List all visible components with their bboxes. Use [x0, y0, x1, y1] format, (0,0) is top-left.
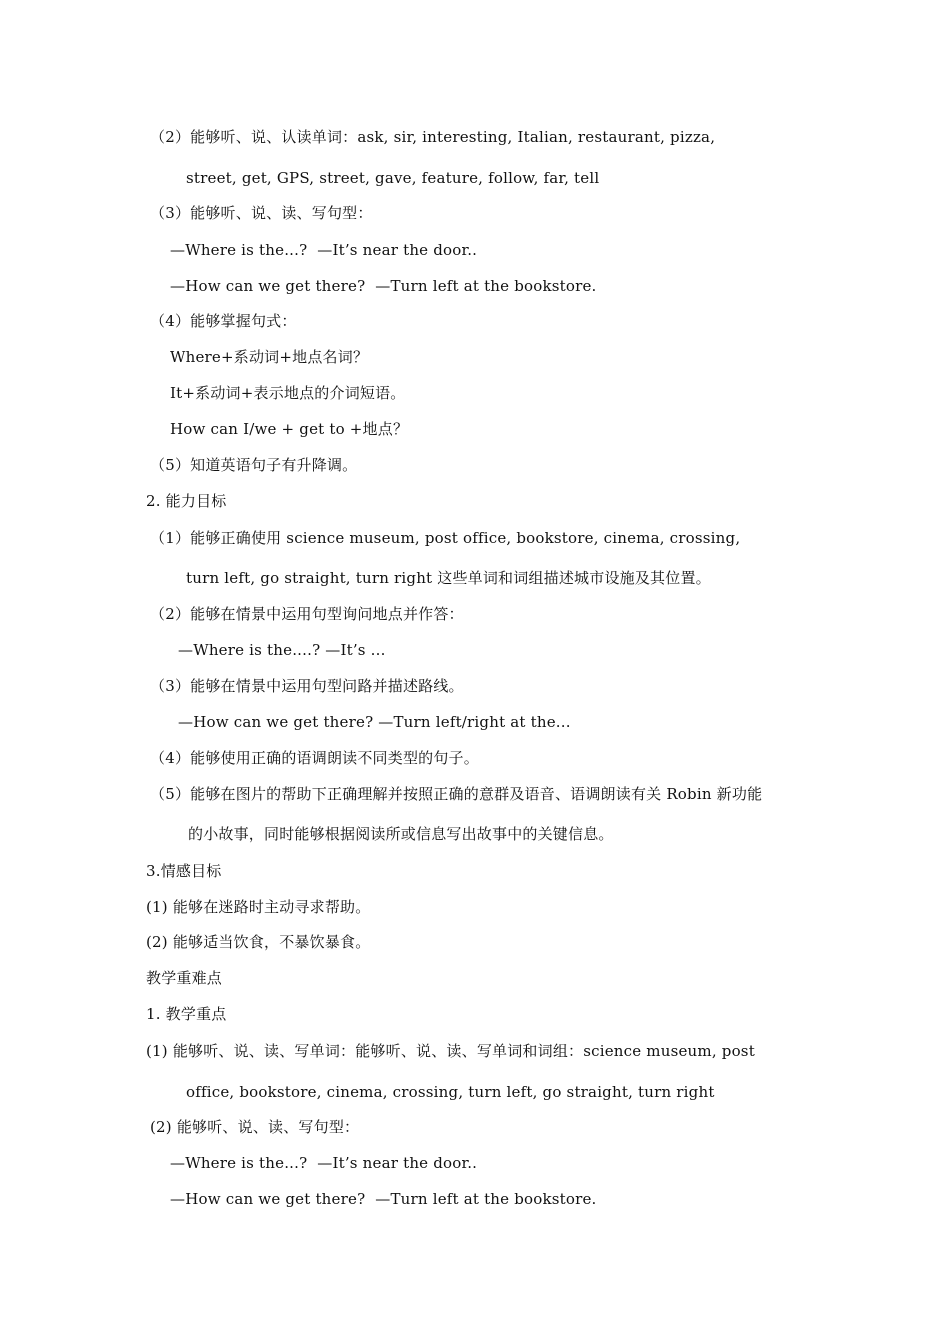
dialogue-line: —How can we get there? —Turn left at the bookstore. [170, 277, 597, 295]
section-heading-key-points: 教学重难点 [146, 969, 223, 987]
vocab-item-2: （2）能够听、说、认读单词：ask, sir, interesting, Italian, restaurant, pizza, [150, 128, 716, 146]
pattern-line: How can I/we + get to +地点？ [170, 420, 409, 438]
ability-item-1-continued: turn left, go straight, turn right 这些单词和词组描述城市设施及其位置。 [186, 569, 711, 587]
dialogue-line: —Where is the....? —It’s ... [178, 641, 386, 659]
focus-item-2: (2) 能够听、说、读、写句型： [150, 1118, 360, 1136]
section-heading-emotion: 3.情感目标 [146, 862, 222, 880]
dialogue-line: —Where is the...? —It’s near the door.. [170, 1154, 478, 1172]
dialogue-line: —How can we get there? —Turn left at the bookstore. [170, 1190, 597, 1208]
sentence-item-3: （3）能够听、说、读、写句型： [150, 204, 373, 222]
intonation-item-5: （5）知道英语句子有升降调。 [150, 456, 358, 474]
ability-item-1: （1）能够正确使用 science museum, post office, bookstore, cinema, crossing, [150, 529, 741, 547]
pattern-line: It+系动词+表示地点的介词短语。 [170, 384, 406, 402]
ability-item-5-continued: 的小故事，同时能够根据阅读所或信息写出故事中的关键信息。 [188, 825, 614, 843]
focus-item-1-continued: office, bookstore, cinema, crossing, turn left, go straight, turn right [186, 1083, 715, 1101]
ability-item-3: （3）能够在情景中运用句型问路并描述路线。 [150, 677, 464, 695]
pattern-item-4: （4）能够掌握句式： [150, 312, 297, 330]
emotion-item-1: (1) 能够在迷路时主动寻求帮助。 [146, 898, 371, 916]
vocab-item-2-continued: street, get, GPS, street, gave, feature, follow, far, tell [186, 169, 600, 187]
ability-item-5: （5）能够在图片的帮助下正确理解并按照正确的意群及语音、语调朗读有关 Robin 新功能 [150, 785, 763, 803]
dialogue-line: —How can we get there? —Turn left/right at the... [178, 713, 571, 731]
emotion-item-2: (2) 能够适当饮食，不暴饮暴食。 [146, 933, 371, 951]
section-heading-ability: 2. 能力目标 [146, 492, 227, 510]
ability-item-4: （4）能够使用正确的语调朗读不同类型的句子。 [150, 749, 479, 767]
focus-item-1: (1) 能够听、说、读、写单词：能够听、说、读、写单词和词组：science museum, post [146, 1042, 755, 1060]
ability-item-2: （2）能够在情景中运用句型询问地点并作答： [150, 605, 464, 623]
dialogue-line: —Where is the...? —It’s near the door.. [170, 241, 478, 259]
subheading-teaching-focus: 1. 教学重点 [146, 1005, 227, 1023]
pattern-line: Where+系动词+地点名词？ [170, 348, 369, 366]
